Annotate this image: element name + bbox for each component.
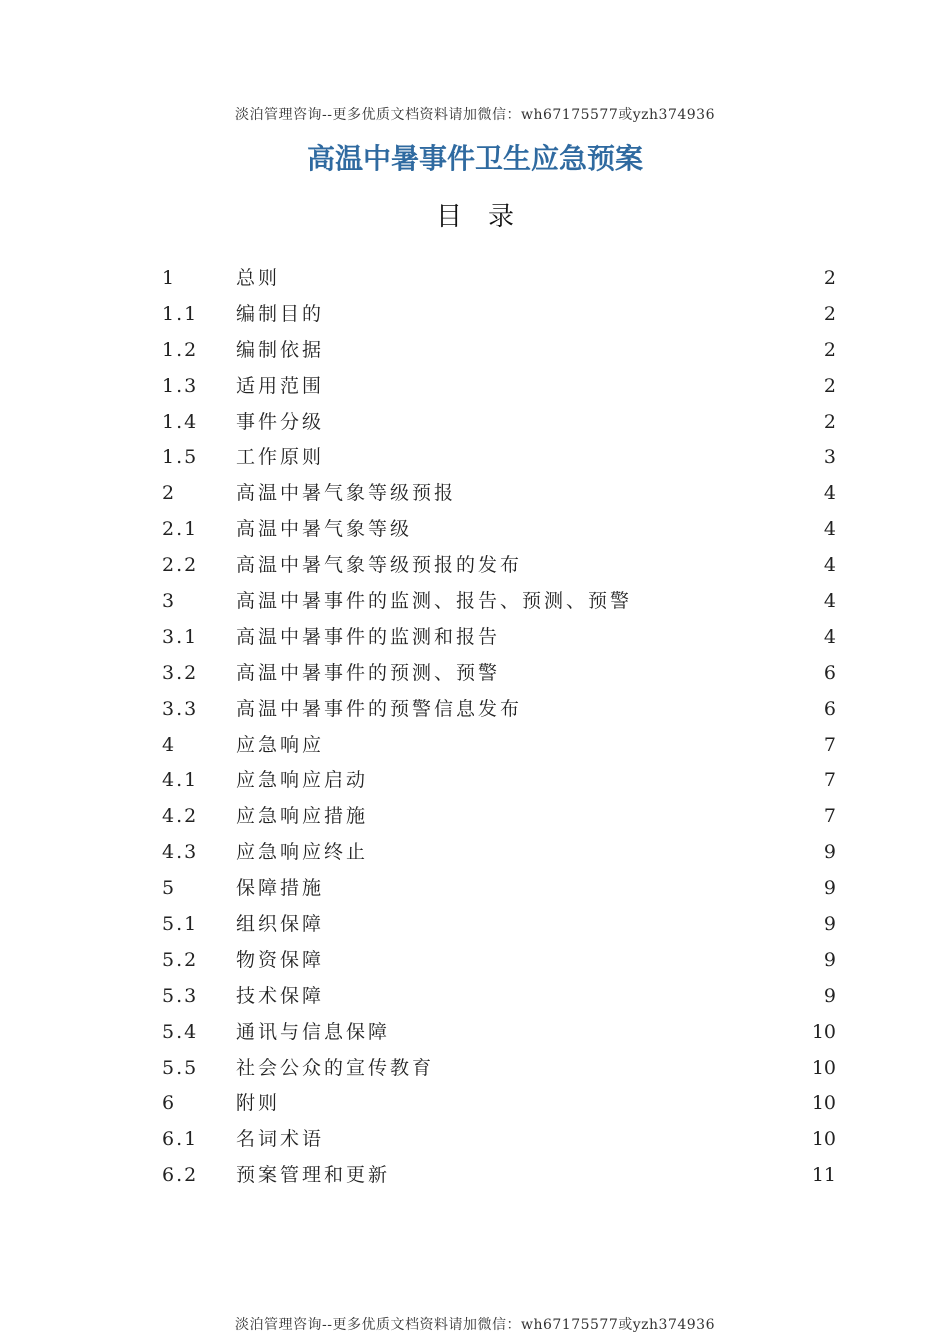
toc-entry-title: 工作原则 <box>236 446 325 469</box>
toc-entry-number: 6.2 <box>162 1164 199 1187</box>
toc-entry-title: 组织保障 <box>236 913 325 936</box>
toc-entry-number: 1.2 <box>162 338 199 361</box>
toc-entry-title: 物资保障 <box>236 948 325 971</box>
toc-entry-page: 9 <box>823 913 836 936</box>
toc-entry-number: 6 <box>162 1092 177 1115</box>
toc-entry[interactable] <box>162 729 836 765</box>
toc-entry-title: 通讯与信息保障 <box>236 1020 391 1043</box>
toc-entry[interactable] <box>162 621 836 657</box>
toc-entry-page: 2 <box>823 267 836 289</box>
toc-entry-title: 附则 <box>236 1092 281 1115</box>
toc-entry-page: 10 <box>811 1128 836 1151</box>
toc-entry-number: 2 <box>162 482 177 505</box>
toc-entry[interactable] <box>162 908 836 944</box>
toc-entry-number: 5.2 <box>162 948 199 971</box>
toc-entry-number: 1.1 <box>162 302 199 325</box>
toc-entry-title: 应急响应启动 <box>236 769 369 792</box>
toc-entry-page: 4 <box>823 625 836 648</box>
toc-entry-number: 4.2 <box>162 805 199 828</box>
toc-entry[interactable] <box>162 370 836 406</box>
toc-entry-title: 技术保障 <box>236 984 325 1007</box>
toc-entry-number: 2.1 <box>162 518 199 541</box>
toc-entry-number: 6.1 <box>162 1128 199 1151</box>
toc-entry[interactable] <box>162 1052 836 1088</box>
toc-entry-page: 6 <box>823 697 836 720</box>
toc-entry-number: 1.5 <box>162 446 199 469</box>
toc-entry-page: 7 <box>823 805 836 828</box>
toc-entry-page: 10 <box>811 1092 836 1115</box>
toc-entry[interactable] <box>162 693 836 729</box>
toc-entry-number: 3.3 <box>162 697 199 720</box>
toc-entry-page: 7 <box>823 733 836 756</box>
toc-entry-page: 2 <box>823 410 836 433</box>
toc-entry-title: 编制依据 <box>236 338 325 361</box>
toc-entry-number: 5.4 <box>162 1020 199 1043</box>
toc-entry[interactable] <box>162 262 836 298</box>
table-of-contents <box>162 262 836 1195</box>
toc-entry[interactable] <box>162 944 836 980</box>
toc-entry-page: 3 <box>823 446 836 469</box>
toc-entry-number: 1.4 <box>162 410 199 433</box>
toc-entry-title: 保障措施 <box>236 877 325 900</box>
toc-entry-number: 1 <box>162 267 177 289</box>
toc-entry-title: 高温中暑气象等级预报的发布 <box>236 554 523 577</box>
toc-entry[interactable] <box>162 836 836 872</box>
toc-entry-title: 应急响应措施 <box>236 805 369 828</box>
toc-entry[interactable] <box>162 334 836 370</box>
toc-entry[interactable] <box>162 441 836 477</box>
toc-entry-page: 2 <box>823 302 836 325</box>
toc-entry-number: 3 <box>162 590 177 613</box>
toc-entry-title: 社会公众的宣传教育 <box>236 1056 435 1079</box>
toc-entry-title: 高温中暑事件的监测和报告 <box>236 625 501 648</box>
toc-entry-number: 4.3 <box>162 841 199 864</box>
toc-entry-title: 高温中暑事件的预警信息发布 <box>236 697 523 720</box>
toc-entry[interactable] <box>162 406 836 442</box>
toc-entry-title: 编制目的 <box>236 302 325 325</box>
toc-entry[interactable] <box>162 764 836 800</box>
toc-entry-number: 5.3 <box>162 984 199 1007</box>
toc-entry-title: 高温中暑事件的预测、预警 <box>236 661 501 684</box>
toc-entry-number: 4 <box>162 733 177 756</box>
document-title: 高温中暑事件卫生应急预案 <box>306 142 643 175</box>
toc-entry[interactable] <box>162 657 836 693</box>
toc-entry-title: 名词术语 <box>236 1128 325 1151</box>
toc-entry-title: 应急响应 <box>236 733 325 756</box>
toc-entry[interactable] <box>162 1087 836 1123</box>
toc-entry-page: 10 <box>811 1056 836 1079</box>
toc-entry-number: 3.2 <box>162 661 199 684</box>
toc-entry-page: 11 <box>811 1164 836 1187</box>
toc-entry[interactable] <box>162 585 836 621</box>
toc-entry-title: 应急响应终止 <box>236 841 369 864</box>
toc-heading: 目录 <box>435 202 540 232</box>
toc-entry-page: 6 <box>823 661 836 684</box>
toc-entry-number: 3.1 <box>162 625 199 648</box>
toc-entry-title: 适用范围 <box>236 374 325 397</box>
header-note: 淡泊管理咨询--更多优质文档资料请加微信：wh67175577或yzh374936 <box>235 107 715 123</box>
toc-entry-title: 预案管理和更新 <box>236 1164 391 1187</box>
toc-entry-page: 7 <box>823 769 836 792</box>
toc-entry[interactable] <box>162 872 836 908</box>
toc-entry-title: 高温中暑气象等级预报 <box>236 482 457 505</box>
toc-entry-page: 4 <box>823 554 836 577</box>
toc-entry[interactable] <box>162 1123 836 1159</box>
toc-entry-number: 5 <box>162 877 177 900</box>
toc-entry-page: 4 <box>823 518 836 541</box>
toc-entry[interactable] <box>162 549 836 585</box>
toc-entry[interactable] <box>162 1016 836 1052</box>
toc-entry-page: 4 <box>823 482 836 505</box>
toc-entry-page: 9 <box>823 877 836 900</box>
toc-entry-page: 2 <box>823 374 836 397</box>
toc-entry-page: 9 <box>823 984 836 1007</box>
toc-entry[interactable] <box>162 1159 836 1195</box>
toc-entry[interactable] <box>162 298 836 334</box>
toc-entry-page: 9 <box>823 841 836 864</box>
footer-note: 淡泊管理咨询--更多优质文档资料请加微信：wh67175577或yzh374936 <box>235 1317 715 1333</box>
toc-entry-title: 高温中暑事件的监测、报告、预测、预警 <box>236 590 633 613</box>
toc-entry-page: 4 <box>823 590 836 613</box>
toc-entry-title: 事件分级 <box>236 410 325 433</box>
toc-entry-number: 4.1 <box>162 769 199 792</box>
toc-entry-page: 9 <box>823 948 836 971</box>
toc-entry-number: 1.3 <box>162 374 199 397</box>
toc-entry-page: 2 <box>823 338 836 361</box>
toc-entry-number: 5.5 <box>162 1056 199 1079</box>
toc-entry[interactable] <box>162 800 836 836</box>
toc-entry[interactable] <box>162 980 836 1016</box>
toc-entry-title: 总则 <box>236 267 281 289</box>
toc-entry-number: 2.2 <box>162 554 199 577</box>
toc-entry[interactable] <box>162 513 836 549</box>
toc-entry-number: 5.1 <box>162 913 199 936</box>
toc-entry-page: 10 <box>811 1020 836 1043</box>
toc-entry[interactable] <box>162 477 836 513</box>
toc-entry-title: 高温中暑气象等级 <box>236 518 413 541</box>
